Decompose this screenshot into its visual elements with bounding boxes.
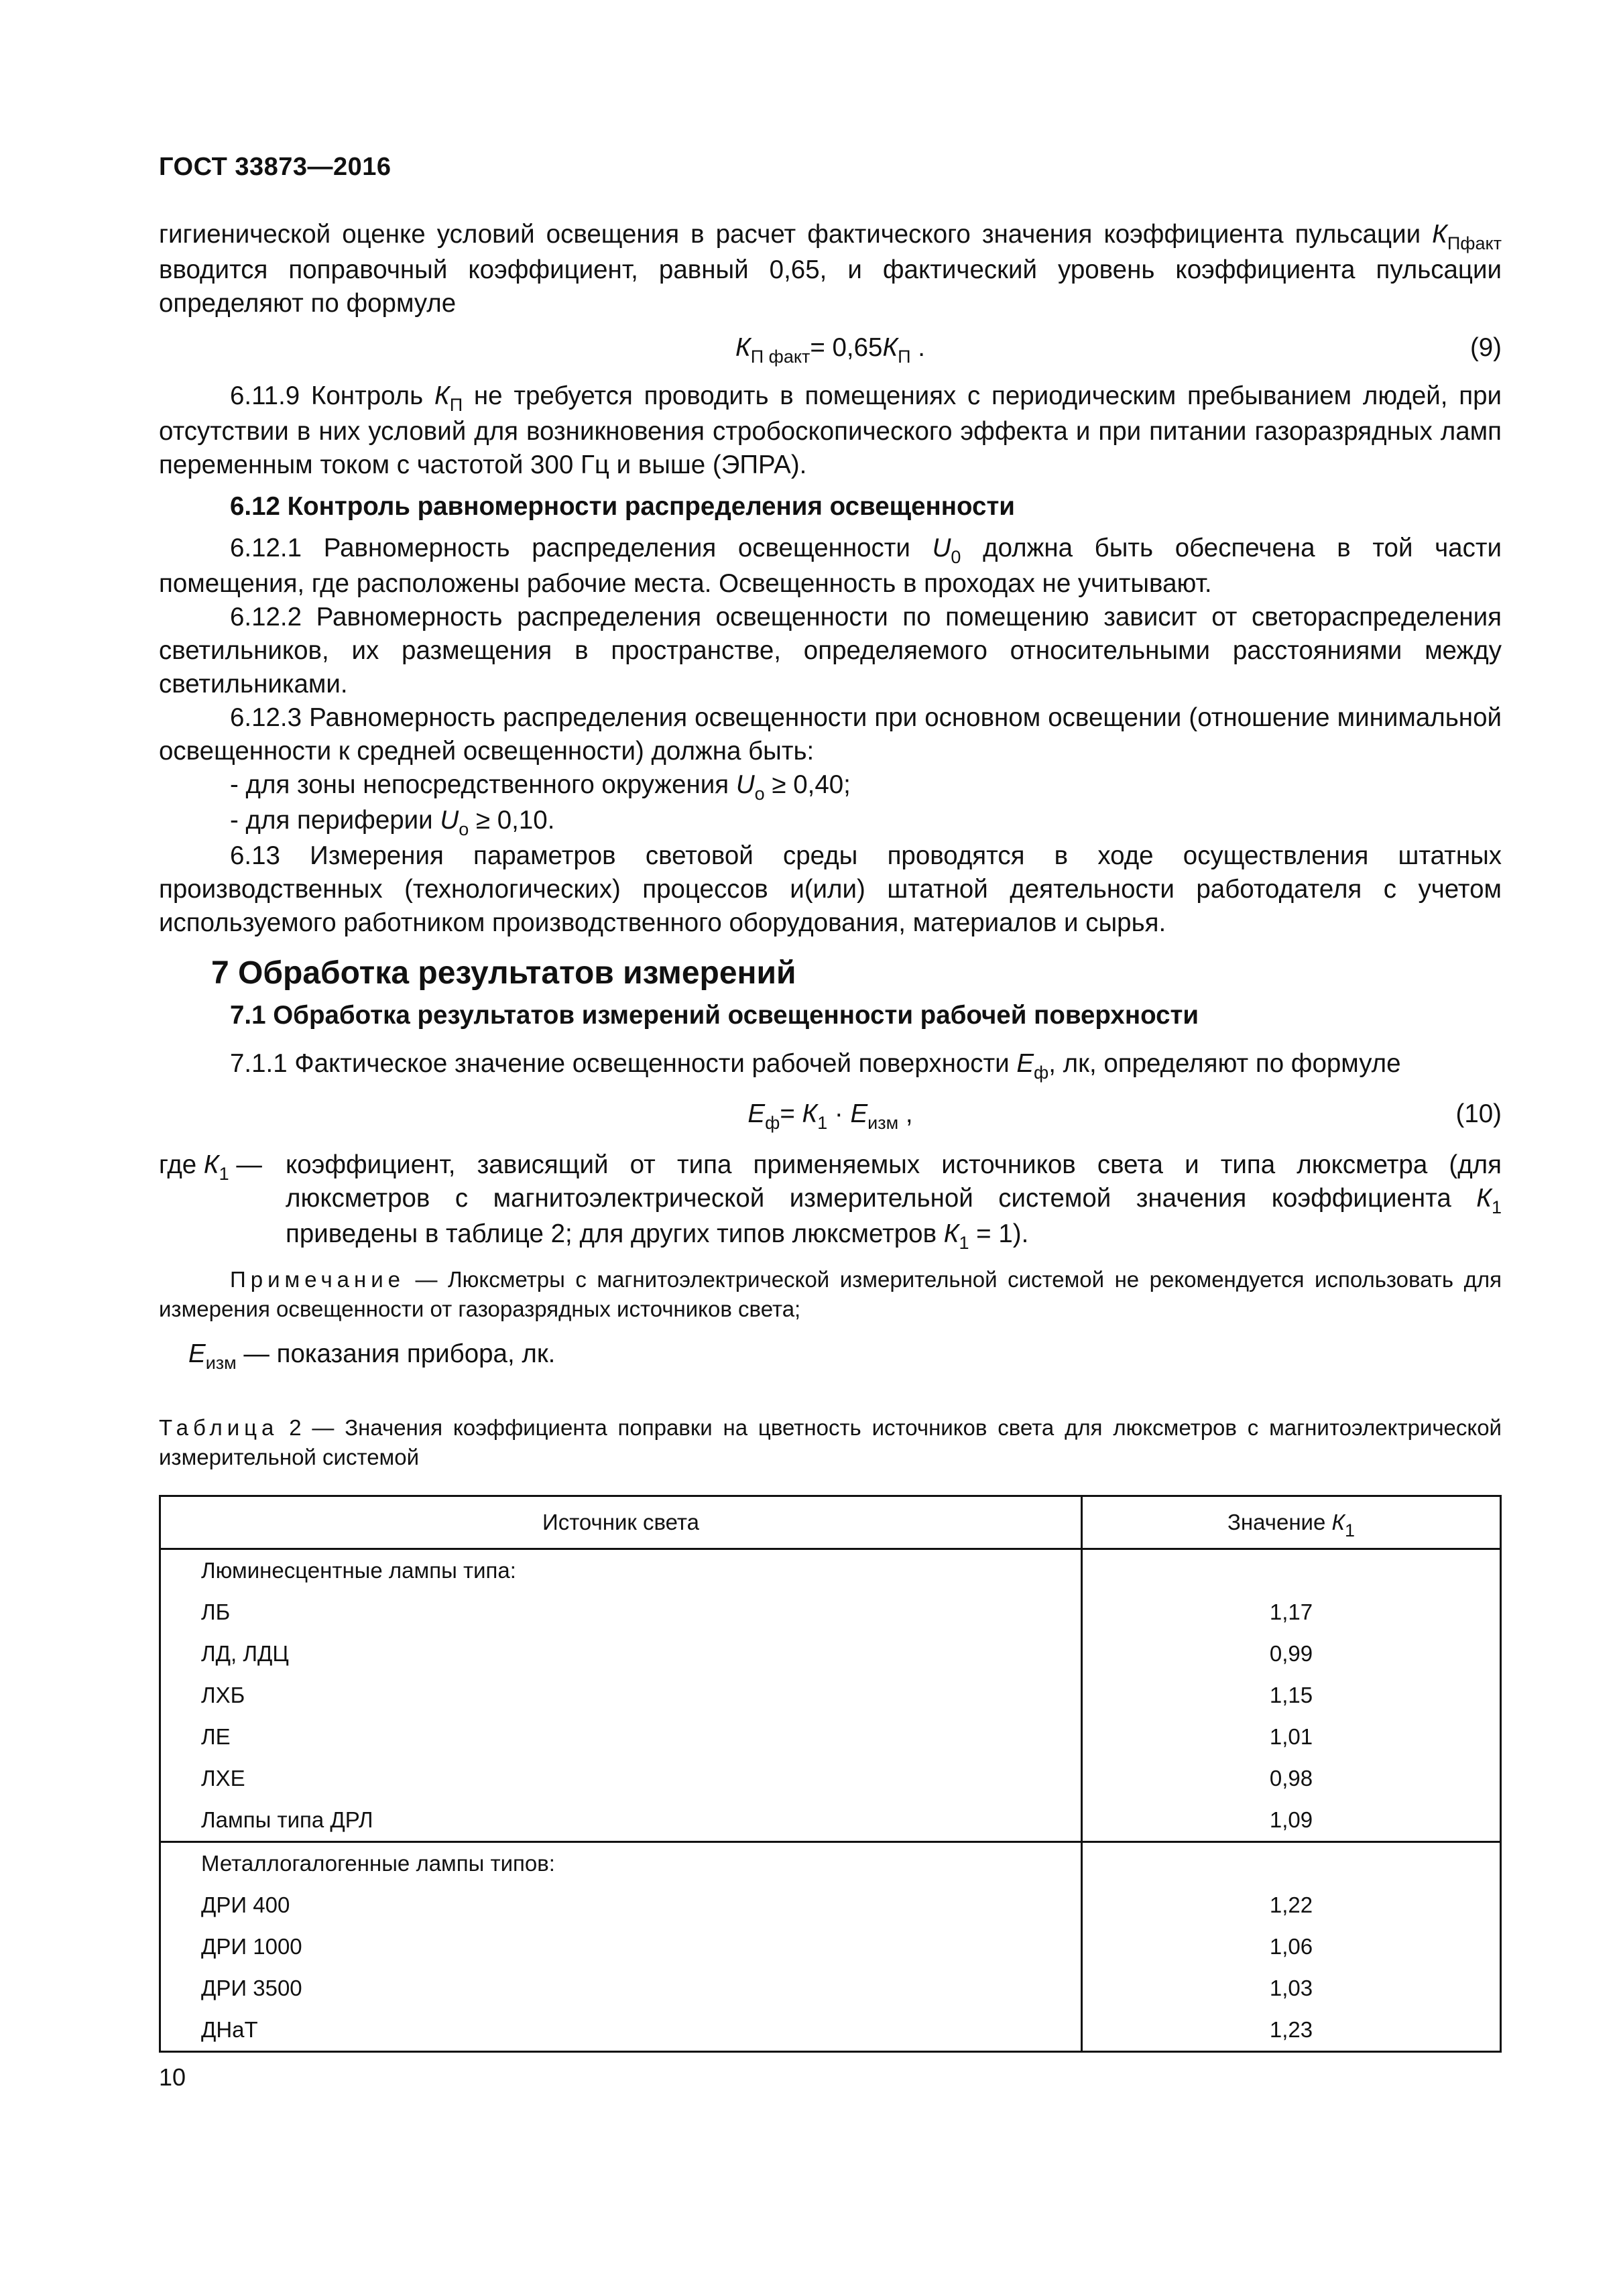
text: должна быть обеспечена в той части помещения, где расположены рабочие места. Освещенность в проходах не учитывают. xyxy=(159,534,1502,598)
cell-value: 1,15 xyxy=(1082,1675,1501,1716)
subscript: 1 xyxy=(959,1233,969,1253)
paragraph-6-12-1 xyxy=(159,532,1502,601)
text: = 1). xyxy=(969,1219,1029,1248)
cell-source: ЛХБ xyxy=(160,1675,1082,1716)
table-row xyxy=(160,1926,1501,1968)
subscript: П xyxy=(898,347,911,367)
cell-value: 1,09 xyxy=(1082,1799,1501,1842)
cell-value: 1,23 xyxy=(1082,2009,1501,2052)
symbol: К xyxy=(802,1099,818,1128)
text: , xyxy=(898,1099,913,1128)
table-row xyxy=(160,1842,1501,1885)
page-number: 10 xyxy=(159,2063,186,2091)
cell-value xyxy=(1082,1842,1501,1885)
text: , лк, определяют по формуле xyxy=(1048,1049,1401,1078)
text: вводится поправочный коэффициент, равный 0,65, и фактический уровень коэффициента пульсации определяют по формуле xyxy=(159,255,1502,318)
formula-number: (9) xyxy=(1469,333,1502,362)
column-header-value xyxy=(1082,1496,1501,1549)
text: коэффициент, зависящий от типа применяемых источников света и типа люксметра (для люксметров с магнитоэлектрической измерительной системой значения коэффициента xyxy=(286,1150,1502,1213)
subscript: П xyxy=(449,395,463,415)
cell-source: Люминесцентные лампы типа: xyxy=(160,1549,1082,1592)
paragraph-6-11-9 xyxy=(159,379,1502,482)
text: гигиенической оценке условий освещения в расчет фактического значения коэффициента пульсации xyxy=(159,220,1433,249)
subscript: П факт xyxy=(750,347,810,367)
cell-source: ЛЕ xyxy=(160,1716,1082,1758)
cell-source: ЛБ xyxy=(160,1591,1082,1633)
formula-number: (10) xyxy=(1455,1099,1502,1128)
text: 7.1.1 Фактическое значение освещенности рабочей поверхности xyxy=(230,1049,1017,1078)
table-header-row xyxy=(160,1496,1501,1549)
text: = 0,65 xyxy=(810,333,883,362)
symbol: Е xyxy=(850,1099,868,1128)
heading-section-7: 7 Обработка результатов измерений xyxy=(211,955,796,991)
formula-expression xyxy=(159,1092,1502,1138)
text: — xyxy=(229,1150,262,1179)
paragraph-6-12-2: 6.12.2 Равномерность распределения освещенности по помещению зависит от светораспределения светильников, их размещения в пространстве, определяемого относительными расстояниями между светильниками. xyxy=(159,603,1502,699)
cell-source: ЛХЕ xyxy=(160,1758,1082,1799)
symbol: Е xyxy=(1016,1049,1034,1078)
subscript: o xyxy=(754,784,765,804)
text: . xyxy=(910,333,925,362)
formula-expression xyxy=(159,326,1502,372)
cell-value: 0,98 xyxy=(1082,1758,1501,1799)
note-text: — Люксметры с магнитоэлектрической измерительной системой не рекомендуется использовать для измерения освещенности от газоразрядных источников света; xyxy=(159,1267,1502,1321)
cell-source: ДРИ 400 xyxy=(160,1884,1082,1926)
symbol: К xyxy=(735,333,751,362)
subscript: изм xyxy=(867,1113,899,1133)
list-item-zone xyxy=(159,768,1502,804)
symbol: Е xyxy=(747,1099,766,1128)
paragraph-6-13: 6.13 Измерения параметров световой среды проводятся в ходе осуществления штатных производственных (технологических) процессов и(или) штатной деятельности работодателя с учетом используемого работником производственного оборудования, материалов и сырья. xyxy=(159,841,1502,937)
cell-value: 1,03 xyxy=(1082,1968,1501,2009)
formula-10 xyxy=(159,1092,1502,1136)
subscript: o xyxy=(459,819,469,839)
subscript: Пфакт xyxy=(1447,233,1502,253)
symbol: К xyxy=(1476,1184,1492,1213)
note xyxy=(159,1265,1502,1324)
paragraph-7-1-1 xyxy=(159,1047,1502,1083)
text: 6.11.9 Контроль xyxy=(230,381,434,410)
table-row xyxy=(160,1549,1501,1592)
text: 6.12.1 Равномерность распределения освещенности xyxy=(230,534,933,562)
symbol: Е xyxy=(188,1339,206,1368)
text: - для периферии xyxy=(230,806,440,835)
coefficient-table xyxy=(159,1495,1502,2053)
subscript: 0 xyxy=(951,547,961,567)
caption-text: 2 — Значения коэффициента поправки на цветность источников света для люксметров с магнитоэлектрической измерительной системой xyxy=(159,1415,1502,1469)
where-explanation xyxy=(159,1148,1502,1253)
table-row xyxy=(160,1968,1501,2009)
table-row xyxy=(160,1884,1501,1926)
paragraph-6-12-3: 6.12.3 Равномерность распределения освещенности при основном освещении (отношение минимальной освещенности к средней освещенности) должна быть: xyxy=(159,703,1502,766)
cell-source: ДРИ 3500 xyxy=(160,1968,1082,2009)
cell-value: 1,01 xyxy=(1082,1716,1501,1758)
eizm-definition xyxy=(159,1337,1502,1373)
symbol: К xyxy=(943,1219,959,1248)
text: - для зоны непосредственного окружения xyxy=(230,770,736,799)
symbol: К xyxy=(434,381,450,410)
cell-source: ЛД, ЛДЦ xyxy=(160,1633,1082,1675)
symbol: К xyxy=(882,333,898,362)
symbol: U xyxy=(932,534,951,562)
symbol: U xyxy=(735,770,755,799)
symbol: К xyxy=(1432,220,1447,249)
symbol: U xyxy=(440,806,459,835)
text: ≥ 0,40; xyxy=(764,770,851,799)
text: ≥ 0,10. xyxy=(469,806,555,835)
cell-source: Лампы типа ДРЛ xyxy=(160,1799,1082,1842)
text: где xyxy=(159,1150,204,1179)
text: — показания прибора, лк. xyxy=(236,1339,556,1368)
subscript: ф xyxy=(1034,1063,1049,1083)
table-row xyxy=(160,1716,1501,1758)
cell-value: 0,99 xyxy=(1082,1633,1501,1675)
document-header: ГОСТ 33873—2016 xyxy=(159,153,392,181)
paragraph-intro xyxy=(159,218,1502,320)
cell-value: 1,22 xyxy=(1082,1884,1501,1926)
text: · xyxy=(827,1099,851,1128)
subscript: 1 xyxy=(219,1164,229,1184)
where-text xyxy=(286,1148,1502,1253)
table-row xyxy=(160,1675,1501,1716)
document-body xyxy=(159,218,1502,2053)
cell-value: 1,17 xyxy=(1082,1591,1501,1633)
symbol: К xyxy=(1331,1510,1345,1534)
subscript: 1 xyxy=(1344,1520,1355,1540)
cell-source: ДНаТ xyxy=(160,2009,1082,2052)
subscript: ф xyxy=(765,1113,780,1133)
table-row xyxy=(160,2009,1501,2052)
symbol: К xyxy=(203,1150,219,1179)
note-label: Примечание xyxy=(230,1267,406,1292)
table-row xyxy=(160,1799,1501,1842)
where-label xyxy=(159,1148,286,1253)
table-row xyxy=(160,1758,1501,1799)
text: Значение xyxy=(1227,1510,1332,1534)
text: приведены в таблице 2; для других типов люксметров xyxy=(286,1219,944,1248)
table-row xyxy=(160,1591,1501,1633)
formula-9 xyxy=(159,326,1502,370)
subscript: 1 xyxy=(817,1113,828,1133)
text: = xyxy=(780,1099,802,1128)
cell-value: 1,06 xyxy=(1082,1926,1501,1968)
heading-6-12: 6.12 Контроль равномерности распределения освещенности xyxy=(230,492,1015,521)
heading-7-1: 7.1 Обработка результатов измерений освещенности рабочей поверхности xyxy=(230,1001,1199,1030)
cell-value xyxy=(1082,1549,1501,1592)
cell-source: ДРИ 1000 xyxy=(160,1926,1082,1968)
list-item-periphery xyxy=(159,804,1502,839)
text: не требуется проводить в помещениях с периодическим пребыванием людей, при отсутствии в них условий для возникновения стробоскопического эффекта и при питании газоразрядных ламп переменным током с частотой 300 Гц и выше (ЭПРА). xyxy=(159,381,1502,479)
table-row xyxy=(160,1633,1501,1675)
caption-label: Таблица xyxy=(159,1415,279,1440)
subscript: изм xyxy=(205,1353,237,1373)
column-header-source: Источник света xyxy=(160,1496,1082,1549)
cell-source: Металлогалогенные лампы типов: xyxy=(160,1842,1082,1885)
table-caption xyxy=(159,1413,1502,1472)
subscript: 1 xyxy=(1491,1197,1502,1217)
